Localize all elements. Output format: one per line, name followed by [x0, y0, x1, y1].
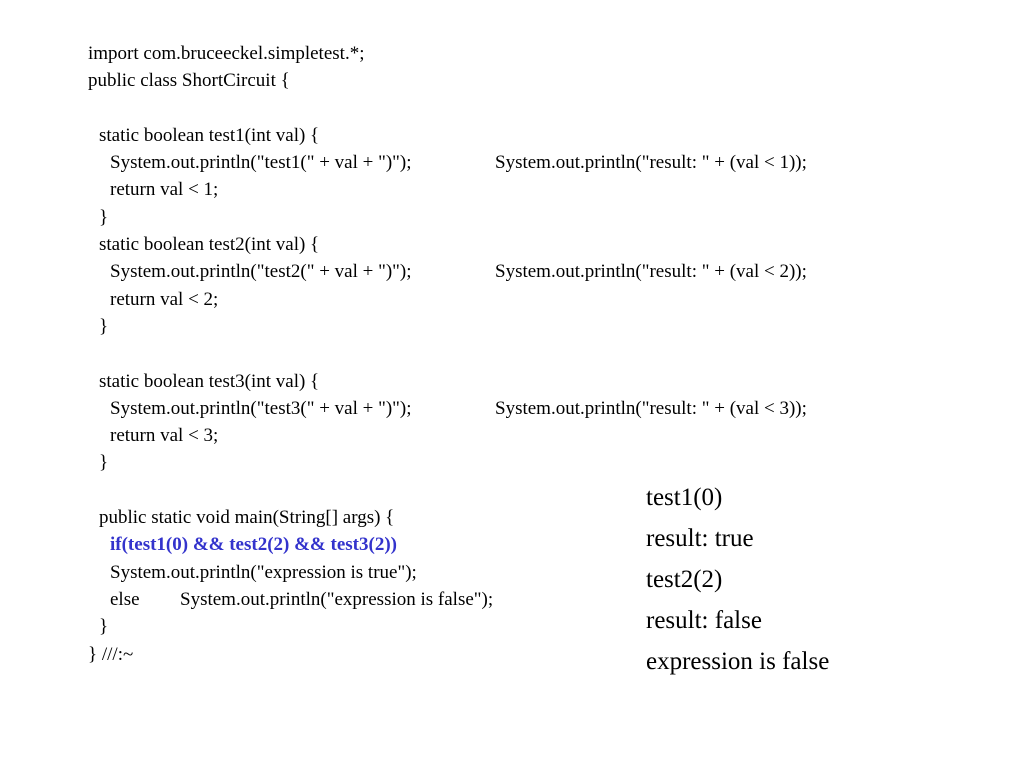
- code-line-test1-signature: static boolean test1(int val) {: [99, 124, 320, 146]
- code-line-test1-return: return val < 1;: [110, 179, 219, 201]
- code-test3-println-result: System.out.println("result: " + (val < 3));: [495, 397, 807, 419]
- code-line-test1-println: [88, 149, 888, 176]
- output-line: result: true: [646, 525, 754, 552]
- code-line-class-declaration: public class ShortCircuit {: [88, 70, 290, 92]
- output-line: test1(0): [646, 484, 723, 511]
- output-line: expression is false: [646, 648, 830, 675]
- output-line: test2(2): [646, 566, 723, 593]
- code-line-test3-println: [88, 395, 888, 422]
- code-else-keyword: else: [110, 588, 140, 610]
- code-line-import: import com.bruceeckel.simpletest.*;: [88, 43, 365, 64]
- code-test1-println-name: System.out.println("test1(" + val + ")");: [110, 152, 412, 174]
- code-line-test3-signature: static boolean test3(int val) {: [99, 370, 320, 392]
- program-output: [646, 477, 1006, 682]
- code-line-blank: [88, 340, 888, 367]
- code-line-blank: [88, 95, 888, 122]
- code-line-test1-close: }: [99, 206, 109, 228]
- code-test2-println-result: System.out.println("result: " + (val < 2));: [495, 261, 807, 283]
- code-test1-println-result: System.out.println("result: " + (val < 1));: [495, 152, 807, 174]
- code-test2-println-name: System.out.println("test2(" + val + ")");: [110, 261, 412, 283]
- code-line-class-close: } ///:~: [88, 643, 134, 665]
- code-line-if-condition-highlight: if(test1(0) && test2(2) && test3(2)): [110, 534, 397, 556]
- code-line-main-signature: public static void main(String[] args) {: [99, 507, 395, 529]
- code-line-test2-close: }: [99, 315, 109, 337]
- code-line-test3-return: return val < 3;: [110, 425, 219, 447]
- code-line-println-true: System.out.println("expression is true");: [110, 561, 417, 583]
- code-line-test3-close: }: [99, 452, 109, 474]
- code-line-test2-return: return val < 2;: [110, 288, 219, 310]
- code-test3-println-name: System.out.println("test3(" + val + ")");: [110, 397, 412, 419]
- code-line-test2-signature: static boolean test2(int val) {: [99, 234, 320, 256]
- code-line-main-close: }: [99, 616, 109, 638]
- code-println-false: System.out.println("expression is false");: [180, 588, 494, 610]
- output-line: result: false: [646, 607, 762, 634]
- code-line-test2-println: [88, 258, 888, 285]
